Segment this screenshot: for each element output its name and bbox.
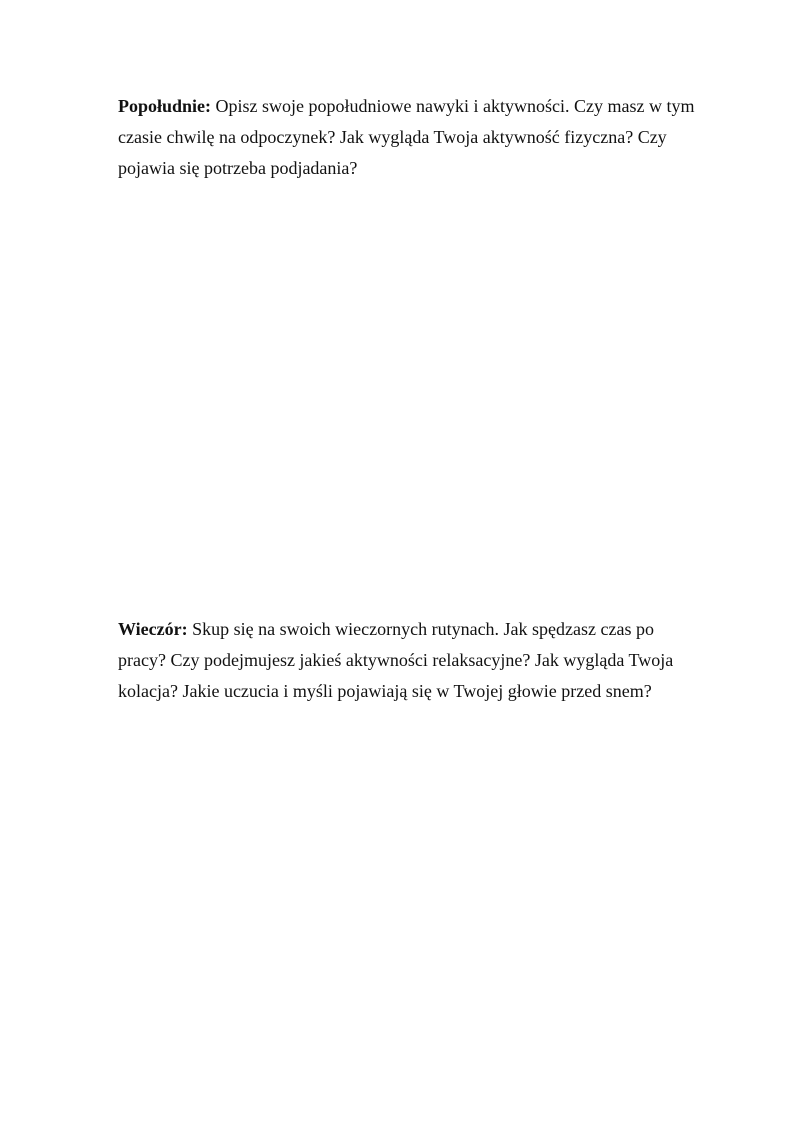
evening-label: Wieczór: (118, 619, 188, 639)
afternoon-paragraph (118, 91, 698, 184)
evening-paragraph (118, 614, 698, 707)
afternoon-text: Opisz swoje popołudniowe nawyki i aktywności. Czy masz w tym czasie chwilę na odpoczynek? Jak wygląda Twoja aktywność fizyczna? Czy pojawia się potrzeba podjadania? (118, 96, 695, 178)
evening-text: Skup się na swoich wieczornych rutynach. Jak spędzasz czas po pracy? Czy podejmujesz jakieś aktywności relaksacyjne? Jak wygląda Twoja kolacja? Jakie uczucia i myśli pojawiają się w Twojej głowie przed snem? (118, 619, 674, 701)
afternoon-label: Popołudnie: (118, 96, 212, 116)
